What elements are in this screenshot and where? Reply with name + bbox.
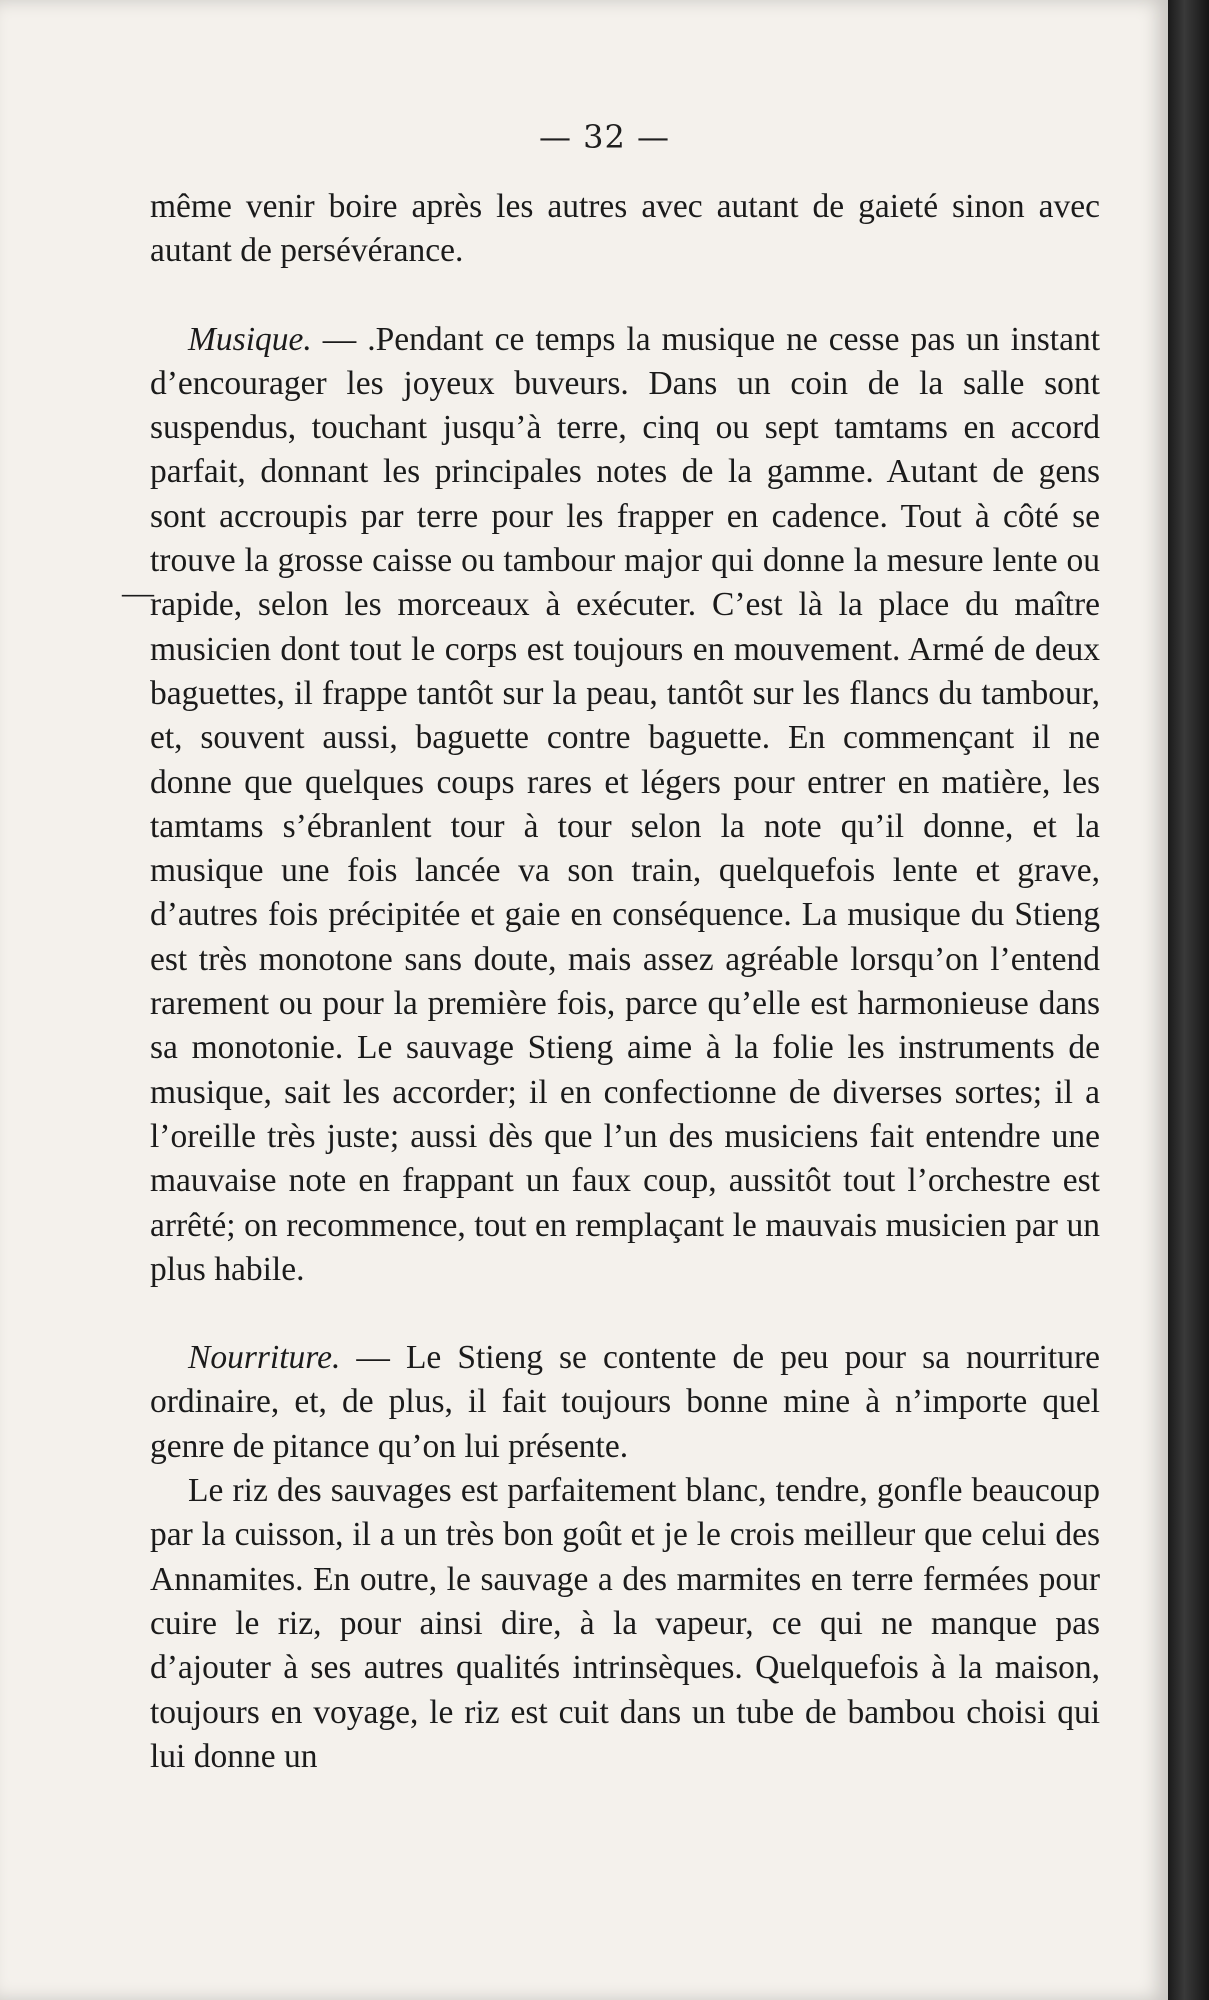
heading-separator: — — [340, 1339, 406, 1377]
paragraph-nourriture — [150, 1336, 1100, 1469]
paragraph-musique-body: Pendant ce temps la musique ne cesse pas un instant d’encourager les joyeux buveurs. Dans un coin de la salle sont suspendus, touchant jusqu’à terre, cinq ou sept tamtams en accord parfait, donnant les principales notes de la gamme. Autant de gens sont accroupis par terre pour les frapper en cadence. Tout à côté se trouve la grosse caisse ou tambour major qui donne la mesure lente ou rapide, selon les morceaux à exécuter. C’est là la place du maître musicien dont tout le corps est toujours en mouvement. Armé de deux baguettes, il frappe tantôt sur la peau, tantôt sur les flancs du tambour, et, souvent aussi, baguette contre baguette. En commençant il ne donne que quelques coups rares et légers pour entrer en matière, les tamtams s’ébranlent tour à tour selon la note qu’il donne, et la musique une fois lancée va son train, quelquefois lente et grave, d’autres fois précipitée et gaie en conséquence. La musique du Stieng est très monotone sans doute, mais assez agréable lorsqu’on l’entend rarement ou pour la première fois, parce qu’elle est harmonieuse dans sa monotonie. Le sauvage Stieng aime à la folie les instruments de musique, sait les accorder; il en confectionne de diverses sortes; il a l’oreille très juste; aussi dès que l’un des musiciens fait entendre une mauvaise note en frappant un faux coup, aussitôt tout l’orchestre est arrêté; on recommence, tout en remplaçant le mauvais musicien par un plus habile. — [150, 320, 1101, 1288]
paragraph-riz: Le riz des sauvages est parfaitement blanc, tendre, gonfle beaucoup par la cuisson, il a un très bon goût et je le crois meilleur que celui des Annamites. En outre, le sauvage a des marmites en terre fermées pour cuire le riz, pour ainsi dire, à la vapeur, ce qui ne manque pas d’ajouter à ses autres qualités intrinsèques. Quelquefois à la maison, toujours en voyage, le riz est cuit dans un tube de bambou choisi qui lui donne un — [150, 1472, 1100, 1775]
page-text — [150, 185, 1100, 1779]
page-number: — 32 — — [538, 118, 671, 156]
section-heading-musique: Musique. — [188, 320, 312, 358]
section-heading-nourriture: Nourriture. — [188, 1339, 341, 1377]
book-spine-shadow — [1168, 0, 1209, 2000]
paragraph-nourriture-body: Le Stieng se contente de peu pour sa nourriture ordinaire, et, de plus, il fait toujours bonne mine à n’importe quel genre de pitance qu’on lui présente. — [150, 1339, 1101, 1465]
heading-separator: — . — [311, 320, 376, 358]
paragraph-continuation: même venir boire après les autres avec autant de gaieté sinon avec autant de persévérance. — [150, 188, 1100, 270]
margin-mark: — — [122, 574, 154, 610]
paragraph-musique — [150, 318, 1100, 1293]
